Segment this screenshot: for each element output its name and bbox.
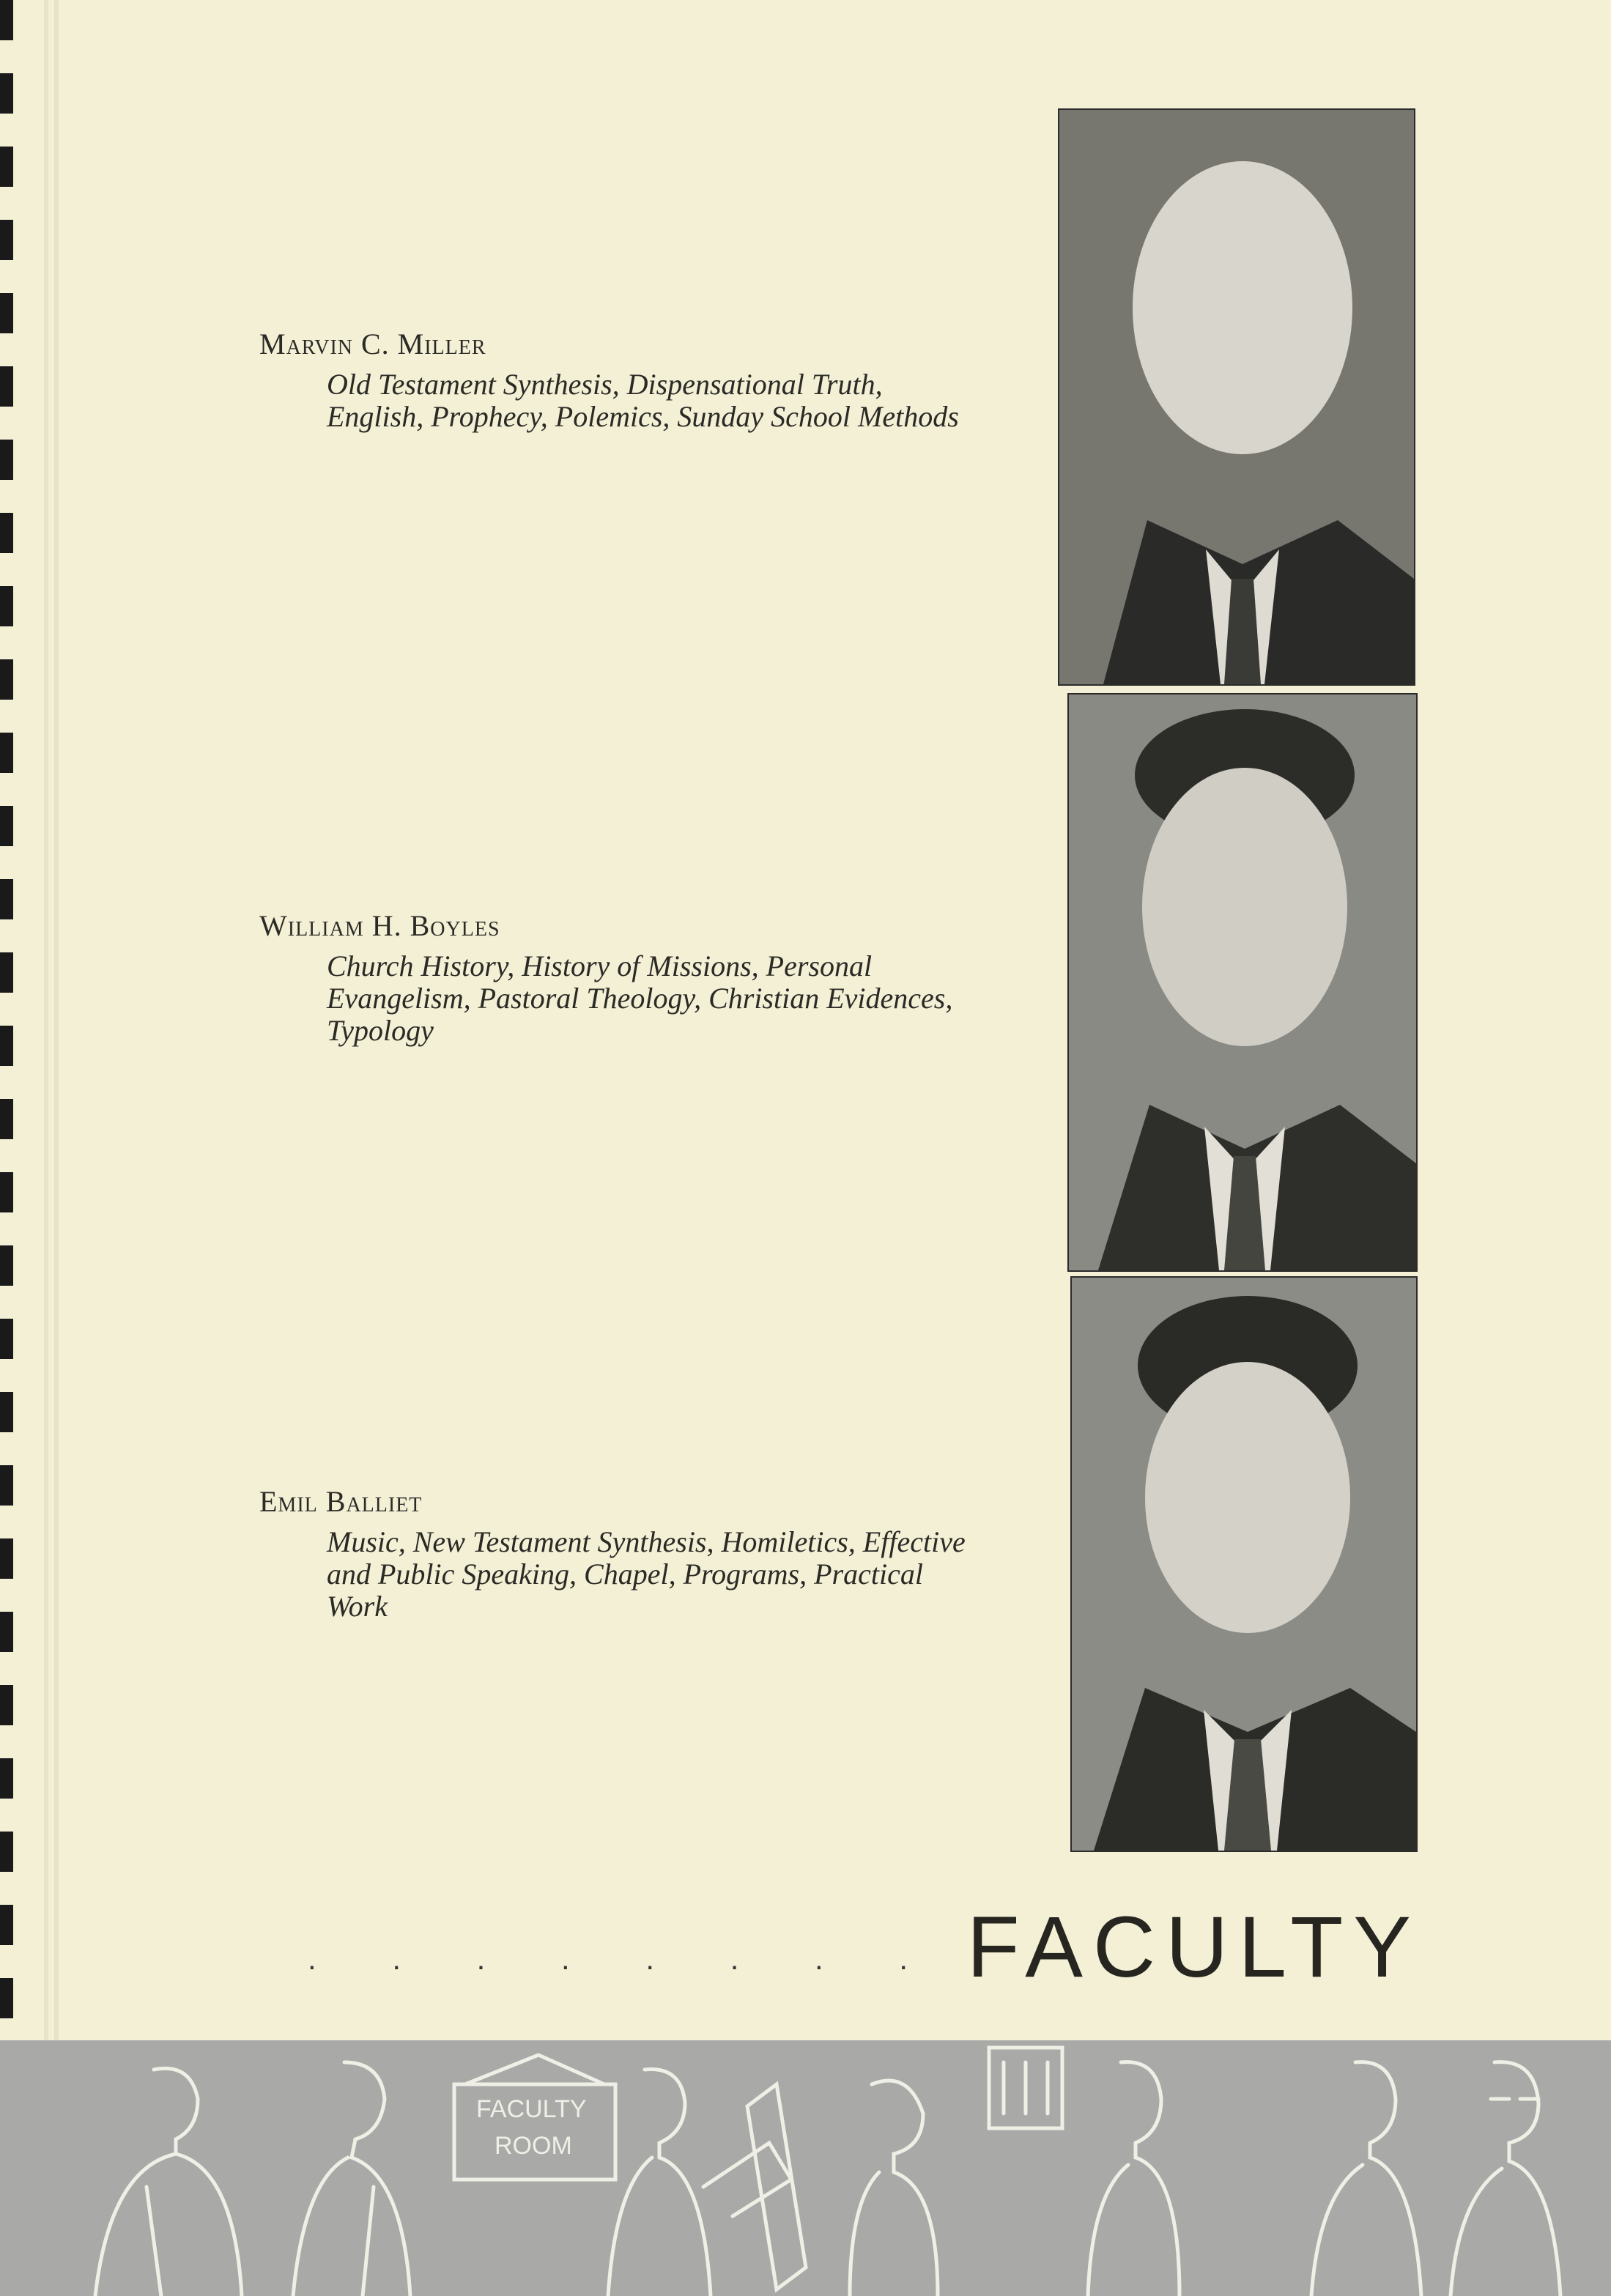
- faculty-entry: [259, 327, 959, 433]
- section-heading-row: [308, 1897, 1421, 2000]
- faculty-name: Marvin C. Miller: [259, 327, 486, 360]
- faculty-subjects: Church History, History of Missions, Personal Evangelism, Pastoral Theology, Christian Evidences, Typology: [327, 949, 953, 1047]
- faculty-entry: [259, 1484, 966, 1623]
- section-title: FACULTY: [966, 1899, 1421, 1996]
- sign-text-room: ROOM: [495, 2132, 572, 2160]
- binding-edge: [0, 0, 13, 2296]
- dot-leader: . . . . . . . .: [308, 1941, 942, 1976]
- portrait-photo: [1067, 693, 1418, 1272]
- faculty-subjects: Music, New Testament Synthesis, Homiletics, Effective and Public Speaking, Chapel, Programs, Practical Work: [327, 1525, 966, 1623]
- sign-text-faculty: FACULTY: [476, 2095, 587, 2123]
- portrait-photo: [1070, 1276, 1418, 1852]
- faculty-name: Emil Balliet: [259, 1485, 423, 1518]
- margin-rule: [44, 0, 48, 2040]
- margin-rule: [54, 0, 59, 2040]
- faculty-subjects: Old Testament Synthesis, Dispensational Truth, English, Prophecy, Polemics, Sunday School Methods: [327, 368, 959, 433]
- faculty-room-illustration: [0, 2040, 1611, 2296]
- faculty-name: William H. Boyles: [259, 909, 500, 942]
- portrait-photo: [1058, 108, 1415, 686]
- faculty-entry: [259, 908, 953, 1047]
